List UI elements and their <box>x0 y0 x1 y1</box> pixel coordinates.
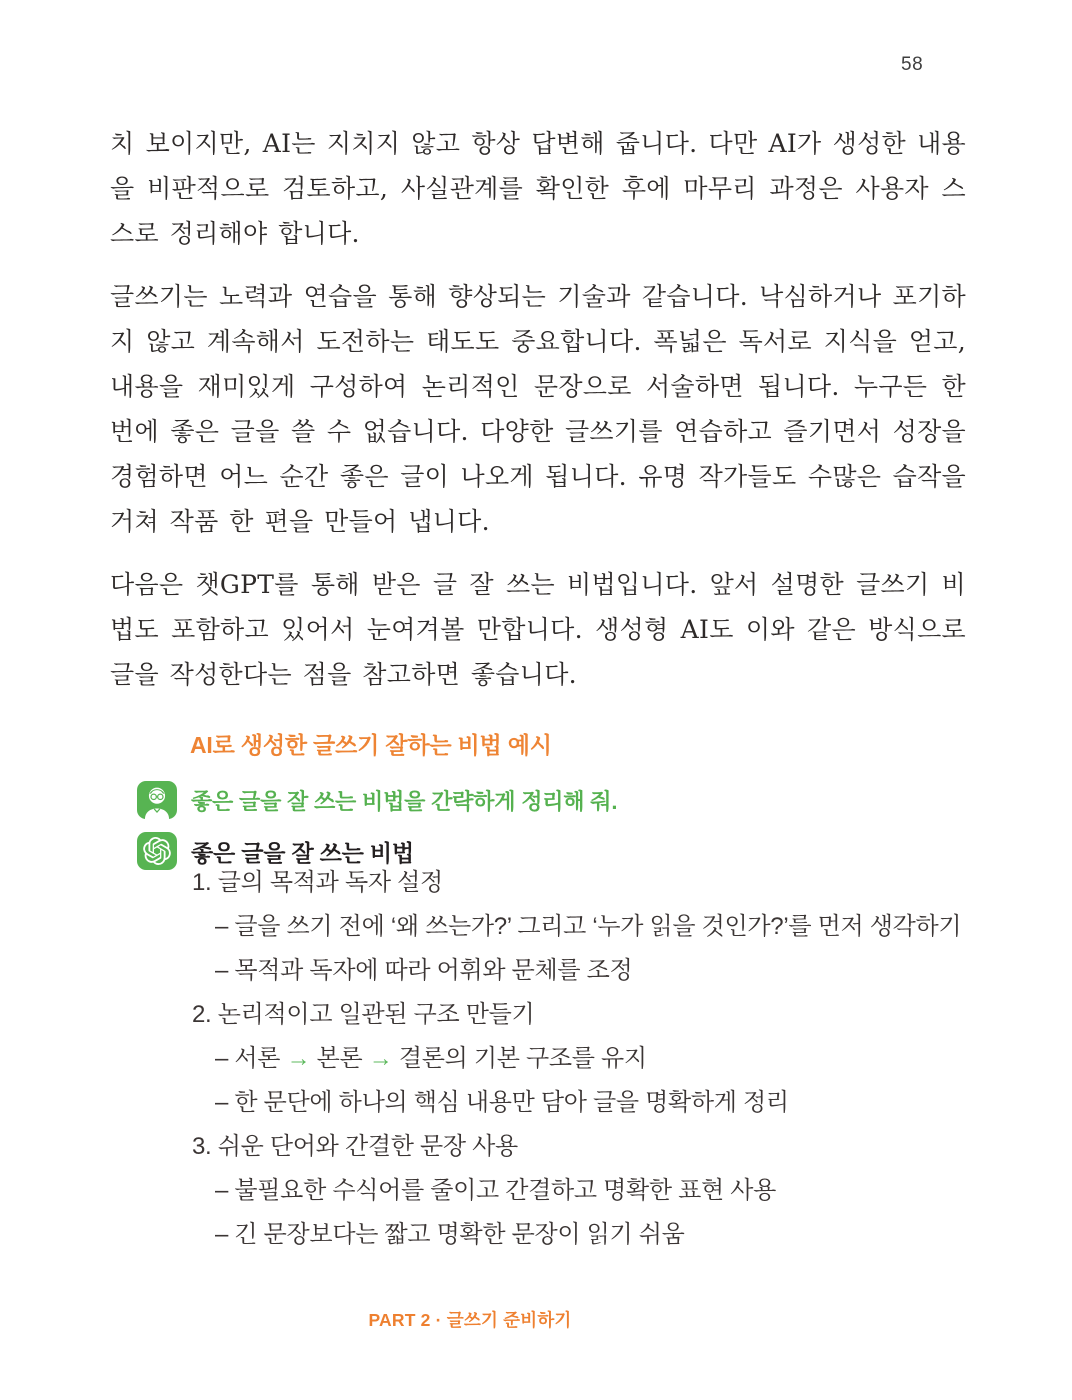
arrow-right-icon: → <box>368 1045 393 1072</box>
list-sub-item: – 목적과 독자에 따라 어휘와 문체를 조정 <box>215 957 633 984</box>
example-section-heading: AI로 생성한 글쓰기 잘하는 비법 예시 <box>190 732 552 758</box>
list-item: 3. 쉬운 단어와 간결한 문장 사용 <box>192 1133 518 1160</box>
list-item: 1. 글의 목적과 독자 설정 <box>192 869 443 896</box>
list-sub-item: – 글을 쓰기 전에 ‘왜 쓰는가?’ 그리고 ‘누가 읽을 것인가?’를 먼저 생각하기 <box>215 913 962 940</box>
list-sub-item: – 한 문단에 하나의 핵심 내용만 담아 글을 명확하게 정리 <box>215 1089 789 1116</box>
paragraph: 글쓰기는 노력과 연습을 통해 향상되는 기술과 같습니다. 낙심하거나 포기하지 않고 계속해서 도전하는 태도도 중요합니다. 폭넓은 독서로 지식을 얻고, 내용을 재미있게 구성하여 논리적인 문장으로 서술하면 됩니다. 누구든 한 번에 좋은 글을 쓸 수 없습니다. 다양한 글쓰기를 연습하고 즐기면서 성장을 경험하면 어느 순간 좋은 글이 나오게 됩니다. 유명 작가들도 수많은 습작을 거쳐 작품 한 편을 만들어 냅니다. <box>110 282 966 536</box>
body-text <box>110 121 966 697</box>
user-avatar-icon <box>137 781 177 819</box>
paragraph: 다음은 챗GPT를 통해 받은 글 잘 쓰는 비법입니다. 앞서 설명한 글쓰기 비법도 포함하고 있어서 눈여겨볼 만합니다. 생성형 AI도 이와 같은 방식으로 글을 작성한다는 점을 참고하면 좋습니다. <box>110 570 966 689</box>
list-item: 2. 논리적이고 일관된 구조 만들기 <box>192 1001 535 1028</box>
arrow-right-icon: → <box>286 1045 311 1072</box>
list-sub-item: – 불필요한 수식어를 줄이고 간결하고 명확한 표현 사용 <box>215 1177 777 1204</box>
user-prompt-text: 좋은 글을 잘 쓰는 비법을 간략하게 정리해 줘. <box>191 788 618 814</box>
writing-tips-list <box>110 861 990 1257</box>
user-prompt-row <box>137 781 617 819</box>
footer-part-title: PART 2 · 글쓰기 준비하기 <box>368 1310 572 1330</box>
paragraph: 치 보이지만, AI는 지치지 않고 항상 답변해 줍니다. 다만 AI가 생성한 내용을 비판적으로 검토하고, 사실관계를 확인한 후에 마무리 과정은 사용자 스스로 정리해야 합니다. <box>110 129 966 248</box>
list-sub-item: – 긴 문장보다는 짧고 명확한 문장이 읽기 쉬움 <box>215 1221 685 1248</box>
list-sub-item: – 서론 → 본론 → 결론의 기본 구조를 유지 <box>215 1045 647 1072</box>
assistant-answer-title: 좋은 글을 잘 쓰는 비법 <box>191 839 414 866</box>
page-number: 58 <box>901 54 924 75</box>
